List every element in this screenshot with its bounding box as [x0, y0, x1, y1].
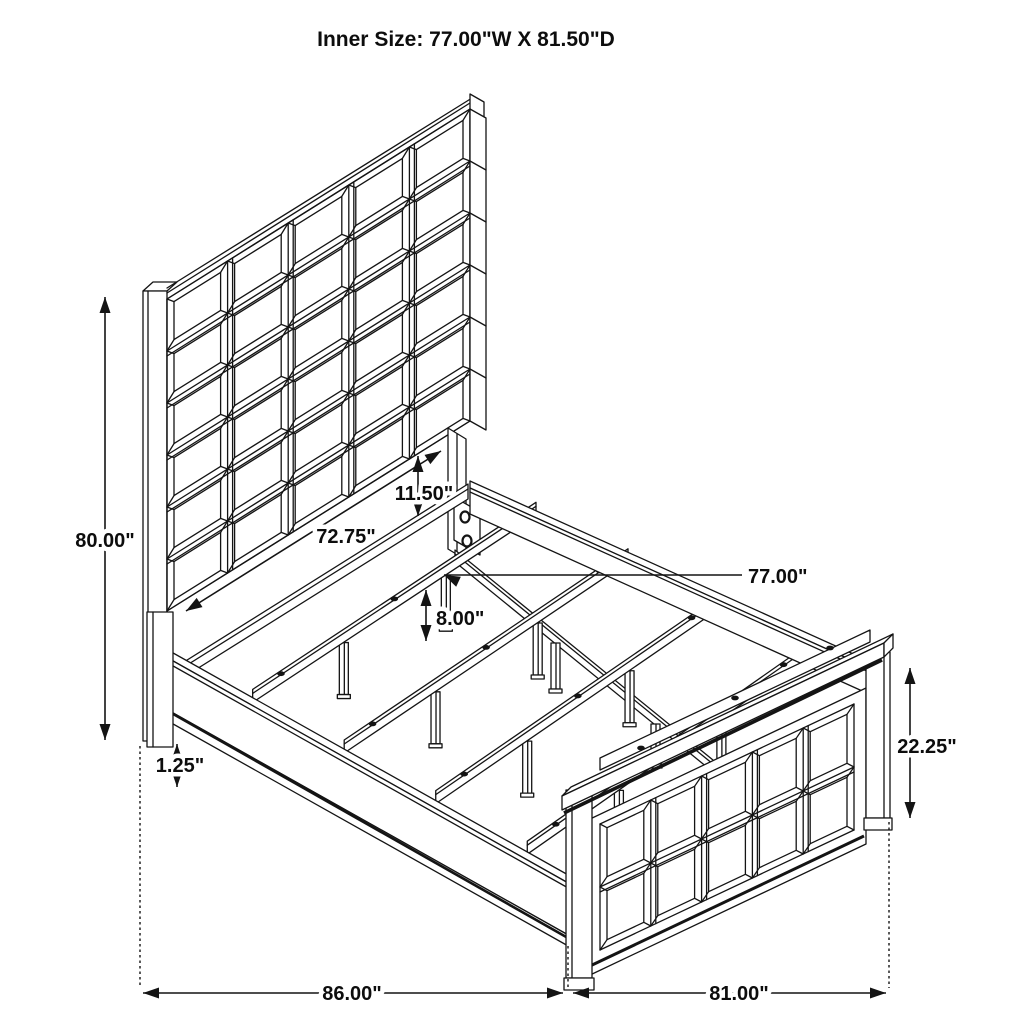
left-rail	[150, 648, 570, 936]
headboard	[143, 94, 486, 741]
dim-label-overall-depth: 81.00"	[709, 983, 769, 1005]
dim-overall-width	[143, 983, 563, 1005]
front-left-post	[147, 612, 173, 747]
dim-base-height	[156, 744, 204, 787]
right-rail-top	[470, 481, 880, 673]
dim-label-rail-gap: 11.50"	[394, 483, 454, 505]
dim-headboard-height	[75, 297, 135, 740]
dim-label-headboard-height: 80.00"	[75, 530, 135, 552]
footboard-right-post	[866, 652, 890, 818]
dim-label-headboard-width: 72.75"	[316, 526, 376, 548]
footboard-left-post	[566, 790, 592, 978]
dim-footboard-height	[897, 668, 957, 818]
footboard-foot	[864, 818, 892, 830]
dim-slat-height	[421, 590, 485, 641]
dim-overall-depth	[573, 983, 886, 1005]
dim-label-inner-width: 77.00"	[748, 566, 808, 588]
dim-label-footboard-height: 22.25"	[897, 736, 957, 758]
dim-label-slat-height: 8.00"	[436, 608, 485, 630]
dim-label-overall-width: 86.00"	[322, 983, 382, 1005]
dim-label-base-height: 1.25"	[155, 755, 205, 777]
page-title: Inner Size: 77.00"W X 81.50"D	[317, 28, 615, 51]
left-rail-top	[150, 640, 570, 884]
